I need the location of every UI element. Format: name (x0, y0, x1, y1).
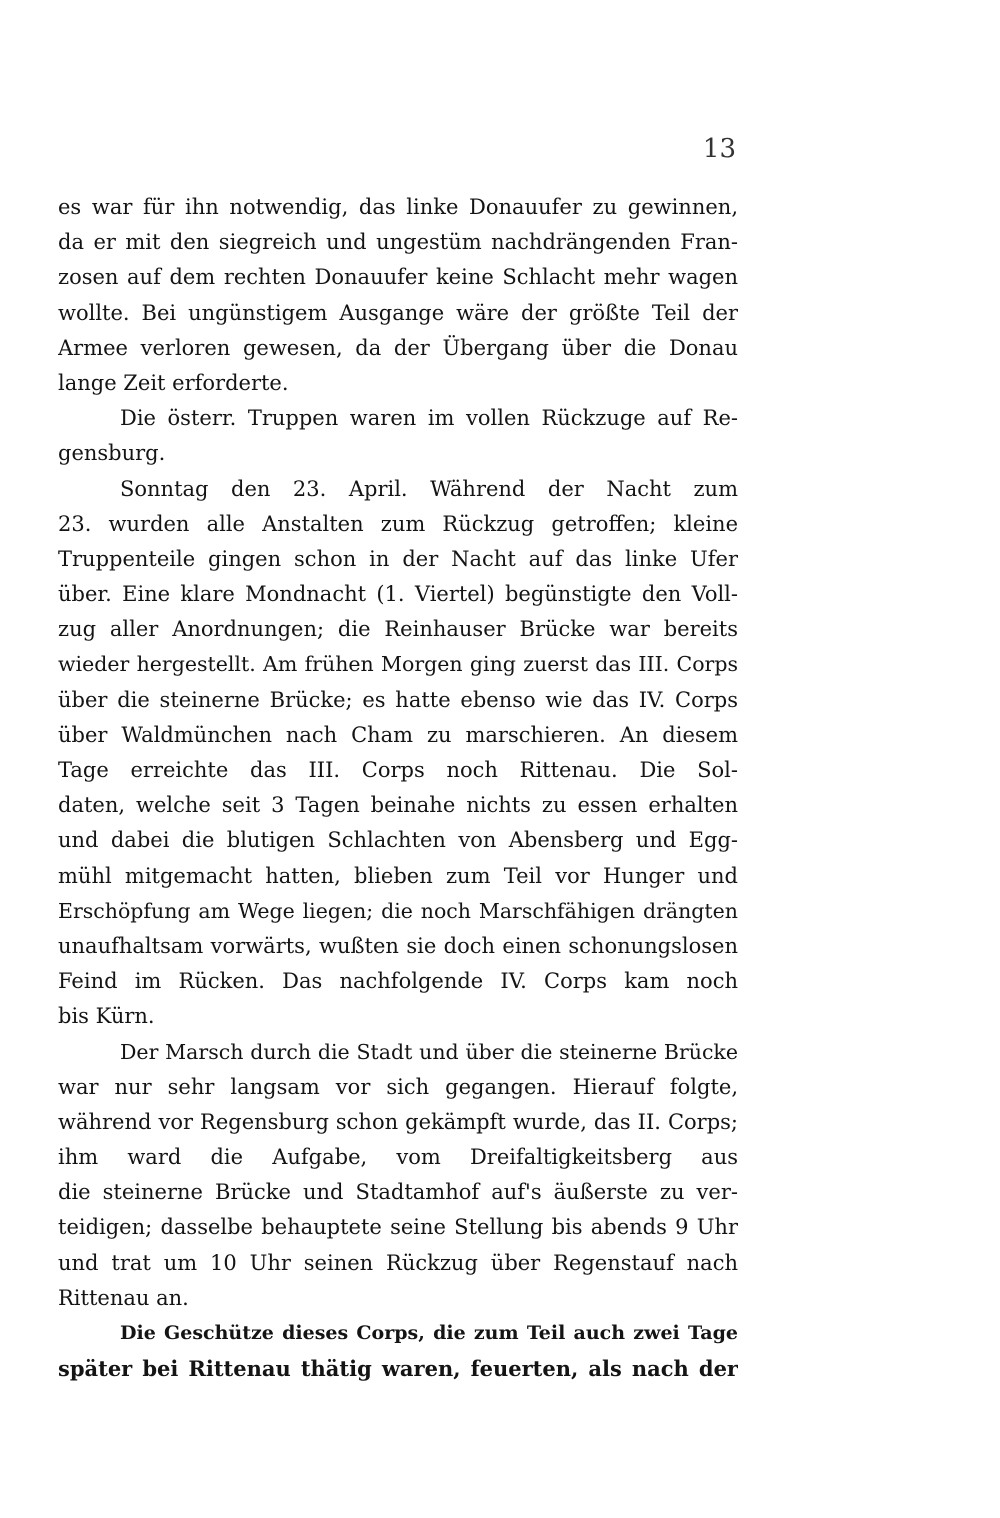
text-line: war nur sehr langsam vor sich gegangen. Hierauf folgte, (58, 1074, 738, 1099)
text-line: gensburg. (58, 441, 166, 466)
text-line: ihm ward die Aufgabe, vom Dreifaltigkeitsberg aus (58, 1145, 738, 1170)
text-line: zug aller Anordnungen; die Reinhauser Brücke war bereits (58, 617, 738, 642)
text-line: Feind im Rücken. Das nachfolgende IV. Corps kam noch (58, 969, 738, 994)
text-line: da er mit den siegreich und ungestüm nachdrängenden Fran- (58, 230, 738, 255)
page-number: 13 (702, 134, 736, 164)
text-line: Die Geschütze dieses Corps, die zum Teil auch zwei Tage (120, 1322, 738, 1344)
text-line: unaufhaltsam vorwärts, wußten sie doch einen schonungslosen (58, 933, 738, 958)
text-line: und trat um 10 Uhr seinen Rückzug über Regenstauf nach (58, 1250, 738, 1275)
text-line: Rittenau an. (58, 1285, 189, 1310)
text-line: über die steinerne Brücke; es hatte ebenso wie das IV. Corps (58, 687, 738, 712)
text-line: wieder hergestellt. Am frühen Morgen ging zuerst das III. Corps (58, 652, 738, 677)
text-line: daten, welche seit 3 Tagen beinahe nichts zu essen erhalten (58, 793, 738, 818)
text-line: die steinerne Brücke und Stadtamhof auf's äußerste zu ver- (58, 1180, 738, 1205)
text-line: wollte. Bei ungünstigem Ausgange wäre der größte Teil der (58, 300, 738, 325)
text-line: bis Kürn. (58, 1004, 155, 1029)
text-line: zosen auf dem rechten Donauufer keine Schlacht mehr wagen (58, 265, 738, 290)
text-line: Truppenteile gingen schon in der Nacht auf das linke Ufer (58, 546, 738, 571)
text-line: Der Marsch durch die Stadt und über die steinerne Brücke (120, 1039, 738, 1064)
text-line: während vor Regensburg schon gekämpft wurde, das II. Corps; (58, 1109, 738, 1134)
text-line: Die österr. Truppen waren im vollen Rückzuge auf Re- (120, 406, 738, 431)
text-line: über. Eine klare Mondnacht (1. Viertel) begünstigte den Voll- (58, 582, 738, 607)
text-line: über Waldmünchen nach Cham zu marschieren. An diesem (58, 722, 738, 747)
text-line: Sonntag den 23. April. Während der Nacht zum (120, 476, 738, 501)
text-line: später bei Rittenau thätig waren, feuerten, als nach der (58, 1356, 738, 1382)
text-line: und dabei die blutigen Schlachten von Abensberg und Egg- (58, 828, 738, 853)
text-line: Armee verloren gewesen, da der Übergang über die Donau (58, 335, 738, 360)
text-line: es war für ihn notwendig, das linke Donauufer zu gewinnen, (58, 195, 738, 219)
text-line: Erschöpfung am Wege liegen; die noch Marschfähigen drängten (58, 898, 738, 923)
text-line: Tage erreichte das III. Corps noch Rittenau. Die Sol- (58, 758, 738, 782)
text-line: teidigen; dasselbe behauptete seine Stellung bis abends 9 Uhr (58, 1215, 738, 1240)
text-line: mühl mitgemacht hatten, blieben zum Teil vor Hunger und (58, 863, 738, 888)
text-line: lange Zeit erforderte. (58, 370, 289, 395)
text-line: 23. wurden alle Anstalten zum Rückzug getroffen; kleine (58, 511, 738, 536)
body-text (58, 190, 738, 1386)
